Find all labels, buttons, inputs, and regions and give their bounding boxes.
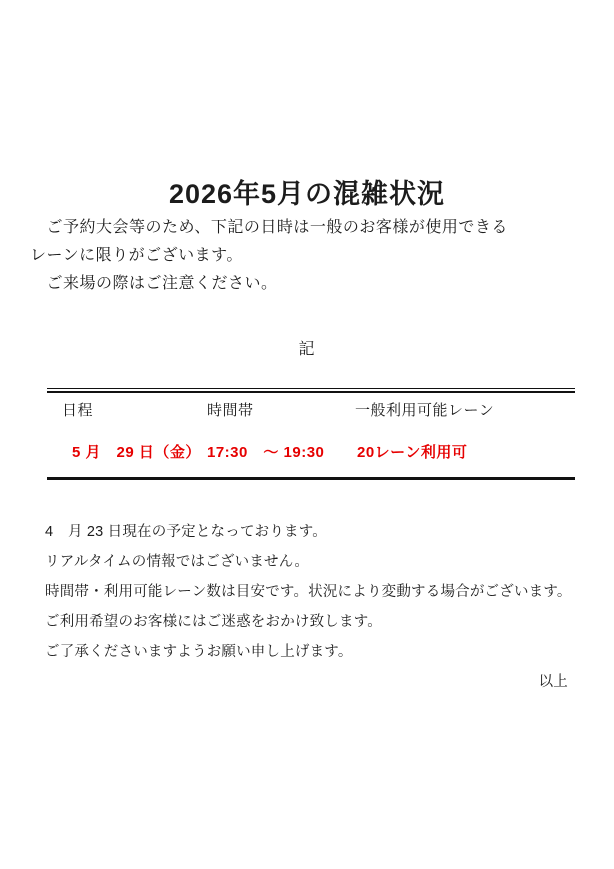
note-line: ご利用希望のお客様にはご迷惑をおかけ致します。 (45, 614, 382, 630)
table-row-lanes: 20レーン利用可 (357, 444, 468, 461)
table-top-border-thick (47, 391, 575, 393)
table-bottom-border (47, 477, 575, 480)
note-line: リアルタイムの情報ではございません。 (45, 554, 310, 570)
table-top-border-thin (47, 388, 575, 389)
page-title: 2026年5月の混雑状況 (168, 179, 446, 210)
note-line: 4 月 23 日現在の予定となっております。 (45, 524, 327, 540)
closing-statement: 以上 (538, 674, 568, 690)
table-header-date: 日程 (62, 402, 94, 419)
table-header-lanes: 一般利用可能レーン (355, 402, 495, 419)
intro-paragraph (30, 214, 594, 298)
notes-section (45, 517, 572, 697)
intro-line: レーンに限りがございます。 (30, 247, 243, 264)
note-line: 時間帯・利用可能レーン数は目安です。状況により変動する場合がございます。 (45, 584, 572, 600)
table-row-time: 17:30 ～ 19:30 (207, 444, 325, 461)
table-header-time: 時間帯 (207, 402, 254, 419)
record-marker: 記 (298, 341, 316, 358)
intro-line: ご来場の際はご注意ください。 (30, 275, 278, 292)
intro-line: ご予約大会等のため、下記の日時は一般のお客様が使用できる (30, 219, 508, 236)
note-line: ご了承くださいますようお願い申し上げます。 (45, 644, 353, 660)
table-row-date: 5 月 29 日（金） (72, 444, 201, 461)
